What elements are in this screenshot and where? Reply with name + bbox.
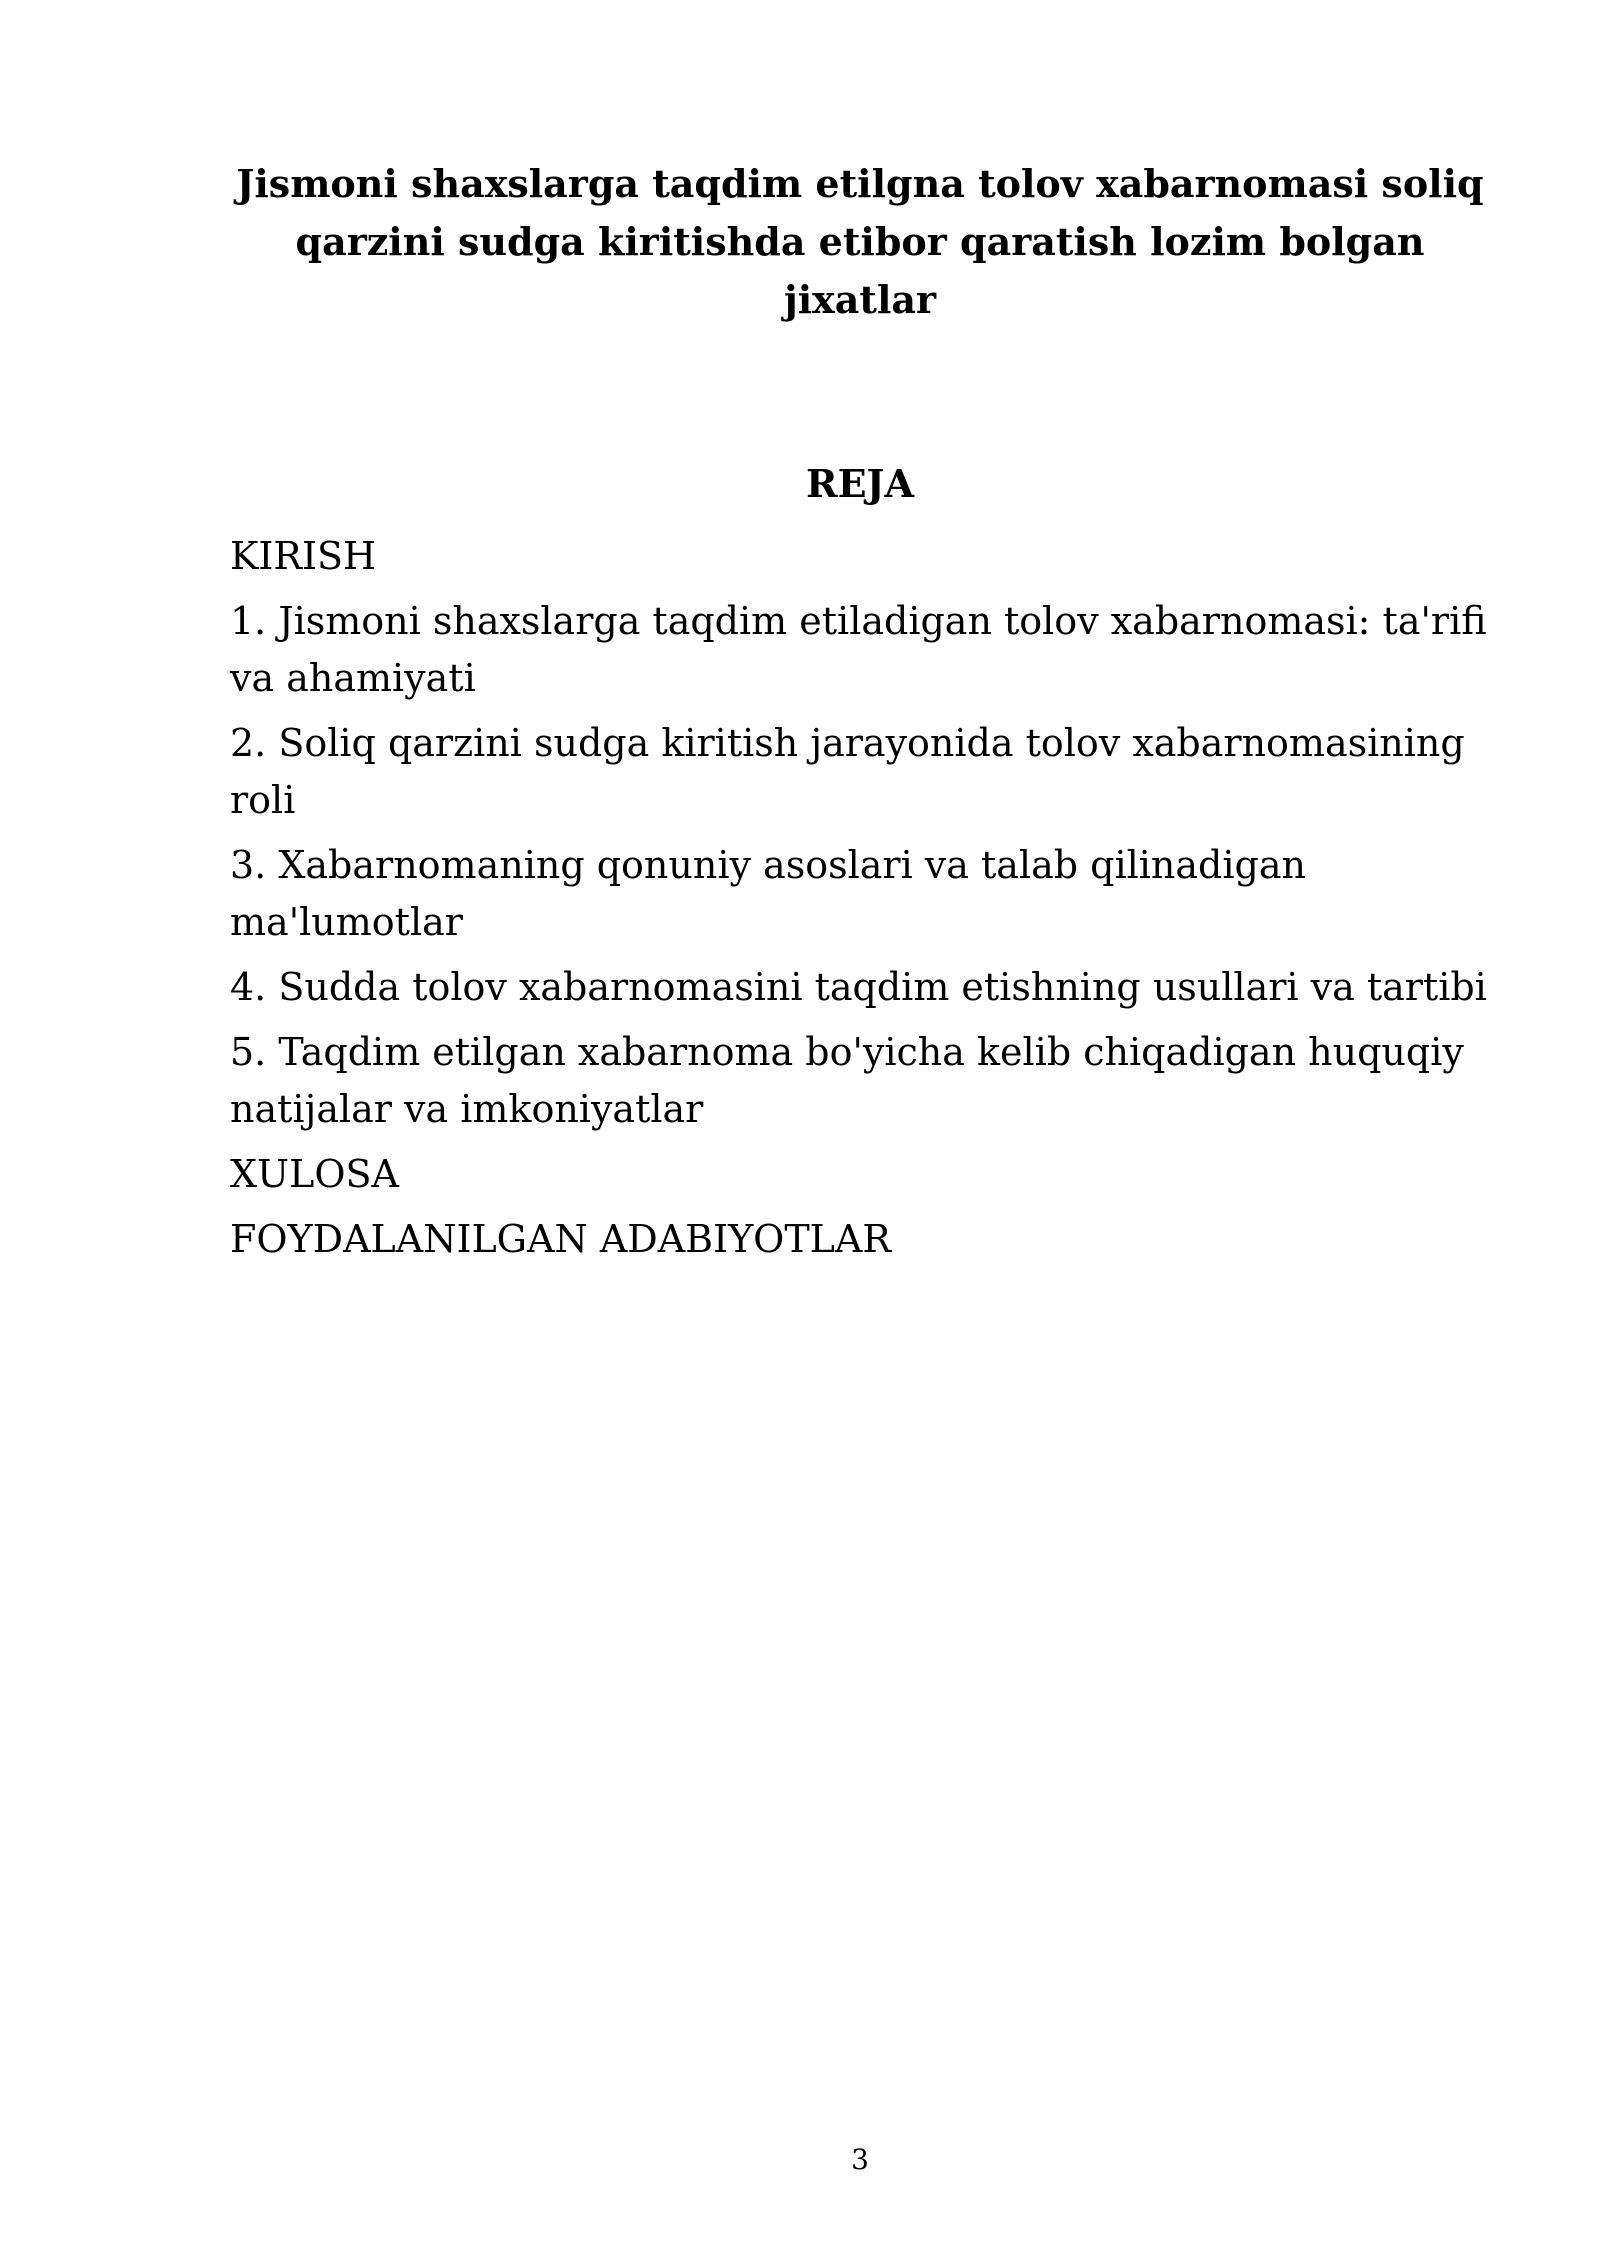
plan-item-5: 5. Taqdim etilgan xabarnoma bo'yicha kelib chiqadigan huquqiy natijalar va imkoniyatlar (230, 1030, 1464, 1131)
plan-item-1: 1. Jismoni shaxslarga taqdim etiladigan tolov xabarnomasi: ta'rifi va ahamiyati (230, 599, 1487, 700)
plan-item-4: 4. Sudda tolov xabarnomasini taqdim etishning usullari va tartibi (230, 965, 1487, 1009)
plan-item-introduction: KIRISH (230, 534, 377, 578)
plan-item-references: FOYDALANILGAN ADABIYOTLAR (230, 1217, 891, 1261)
plan-item-conclusion: XULOSA (230, 1152, 399, 1196)
document-title: Jismoni shaxslarga taqdim etilgna tolov xabarnomasi soliq qarzini sudga kiritishda etibor qaratish lozim bolgan jixatlar (236, 161, 1484, 322)
page-number: 3 (851, 2143, 869, 2176)
plan-heading: REJA (805, 461, 914, 506)
plan-list (230, 528, 1500, 1276)
plan-item-3: 3. Xabarnomaning qonuniy asoslari va talab qilinadigan ma'lumotlar (230, 843, 1306, 944)
plan-item-2: 2. Soliq qarzini sudga kiritish jarayonida tolov xabarnomasining roli (230, 721, 1465, 822)
